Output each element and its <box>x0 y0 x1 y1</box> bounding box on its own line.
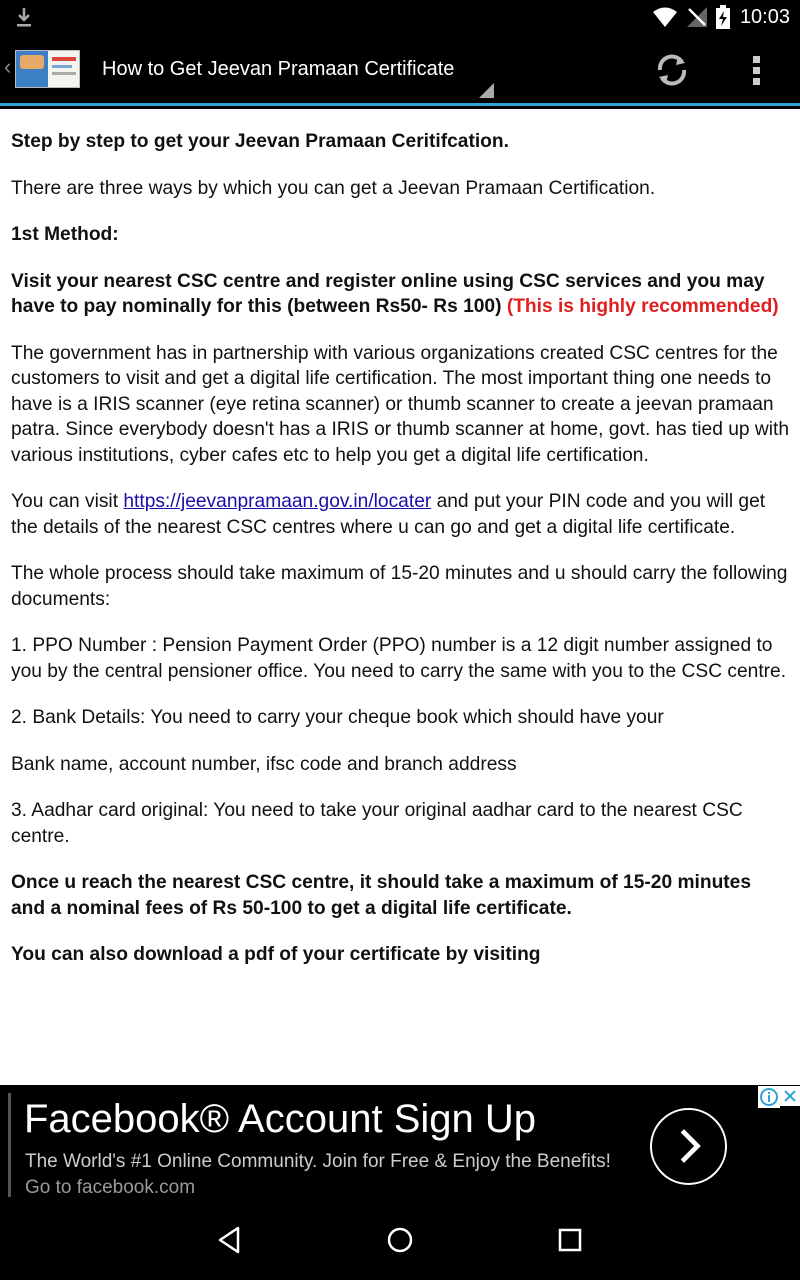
method-highlight: (This is highly recommended) <box>506 296 779 317</box>
doc-item-bank-details: Bank name, account number, ifsc code and branch address <box>11 753 517 775</box>
battery-charging-icon <box>716 5 730 29</box>
ad-banner[interactable] <box>0 1085 800 1198</box>
doc-item-bank: 2. Bank Details: You need to carry your cheque book which should have your <box>11 707 664 728</box>
download-paragraph: You can also download a pdf of your certificate by visiting <box>11 944 541 965</box>
doc-item-aadhar: 3. Aadhar card original: You need to take your original aadhar card to the nearest CSC centre. <box>11 800 743 847</box>
recents-icon[interactable] <box>552 1222 588 1258</box>
action-bar <box>0 34 800 106</box>
ad-info-icon[interactable] <box>758 1086 780 1108</box>
status-bar <box>0 0 800 34</box>
navigation-bar <box>0 1198 800 1280</box>
visit-paragraph <box>11 489 790 540</box>
ad-title[interactable]: Facebook® Account Sign Up <box>24 1097 536 1141</box>
dropdown-indicator-icon <box>479 83 494 98</box>
method-text: Visit your nearest CSC centre and register online using CSC services and you may have to pay nominally for this (between Rs50- Rs 100) <box>11 270 765 317</box>
ad-link[interactable]: Go to facebook.com <box>25 1177 196 1198</box>
ad-close-icon[interactable] <box>780 1086 800 1106</box>
wifi-icon <box>652 6 678 28</box>
once-paragraph: Once u reach the nearest CSC centre, it should take a maximum of 15-20 minutes and a nominal fees of Rs 50-100 to get a digital life certificate. <box>11 872 752 919</box>
ad-arrow-button[interactable] <box>650 1108 727 1185</box>
article-content[interactable] <box>0 109 800 1085</box>
download-icon <box>12 5 36 29</box>
page-title[interactable]: How to Get Jeevan Pramaan Certificate <box>102 58 455 80</box>
status-time: 10:03 <box>739 5 790 28</box>
overflow-menu-icon[interactable] <box>742 50 772 90</box>
refresh-icon[interactable] <box>652 50 692 90</box>
article-heading: Step by step to get your Jeevan Pramaan Ceritifcation. <box>11 131 509 152</box>
home-icon[interactable] <box>382 1222 418 1258</box>
signal-icon <box>686 6 708 28</box>
app-thumbnail[interactable] <box>15 50 80 88</box>
visit-prefix: You can visit <box>11 491 124 512</box>
government-paragraph: The government has in partnership with various organizations created CSC centres for the customers to visit and get a digital life certification. The most important thing one needs to have is a IRIS scanner (eye retina scanner) or thumb scanner to create a jeevan pramaan patra. Since everybody doesn't has a IRIS or thumb scanner at home, govt. has tied up with various institutions, cyber cafes etc to help you get a digital life certification. <box>11 342 789 466</box>
intro-paragraph: There are three ways by which you can get a Jeevan Pramaan Certification. <box>11 177 656 199</box>
method-paragraph <box>11 269 790 320</box>
process-paragraph: The whole process should take maximum of 15-20 minutes and u should carry the following documents: <box>11 563 788 610</box>
locater-link[interactable]: https://jeevanpramaan.gov.in/locater <box>123 491 432 512</box>
up-caret-icon[interactable]: ‹ <box>4 54 12 79</box>
doc-item-ppo: 1. PPO Number : Pension Payment Order (PPO) number is a 12 digit number assigned to you by the central pensioner office. You need to carry the same with you to the CSC centre. <box>11 635 787 682</box>
ad-divider <box>8 1093 11 1197</box>
back-icon[interactable] <box>212 1222 248 1258</box>
visit-suffix: and put your PIN code and you will get the details of the nearest CSC centres where u can go and get a digital life certificate. <box>11 491 766 538</box>
method-label: 1st Method: <box>11 224 119 245</box>
ad-text[interactable] <box>25 1149 625 1201</box>
ad-description: The World's #1 Online Community. Join for Free & Enjoy the Benefits! <box>25 1151 611 1172</box>
